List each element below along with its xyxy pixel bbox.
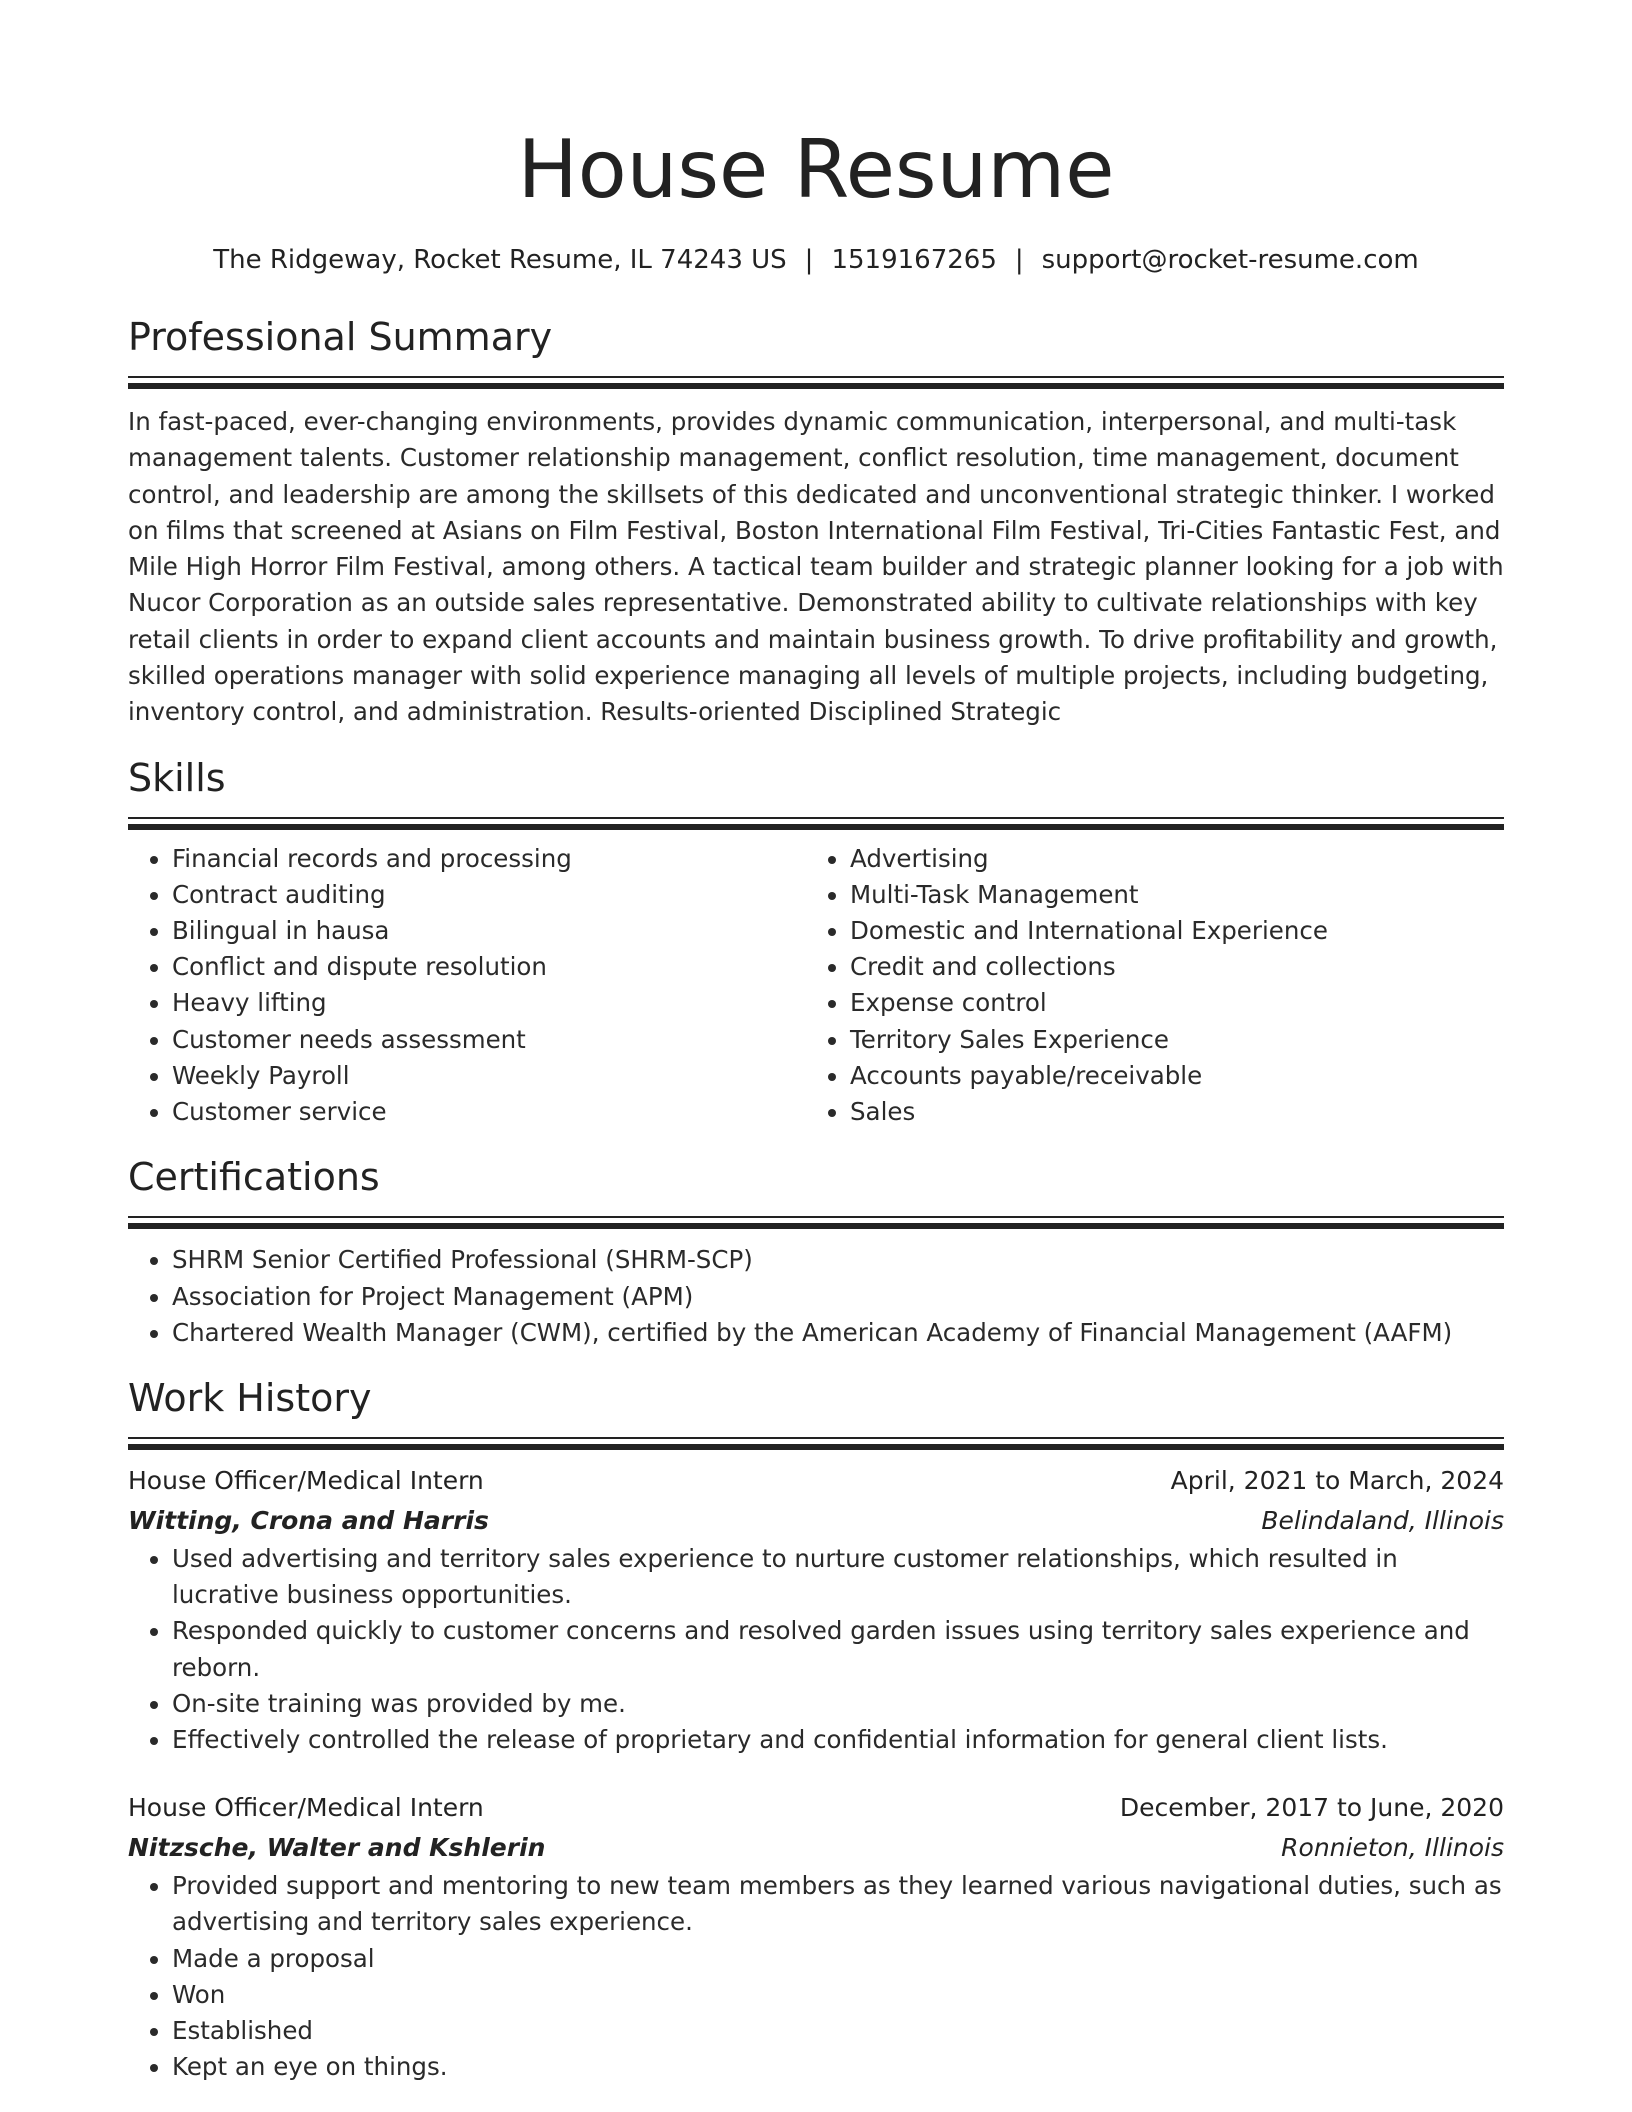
skill-item: • Expense control <box>850 985 1484 1021</box>
job-bullet-list <box>128 1541 1504 1758</box>
skill-item: • Sales <box>850 1094 1484 1130</box>
contact-line <box>128 242 1504 278</box>
skills-list-right <box>806 841 1484 1131</box>
job-entry <box>128 1461 1504 1758</box>
job-company: Nitzsche, Walter and Kshlerin <box>128 1833 546 1863</box>
contact-address: The Ridgeway, Rocket Resume, IL 74243 US <box>213 245 787 275</box>
job-company: Witting, Crona and Harris <box>128 1505 489 1535</box>
skills-list-left <box>128 841 806 1131</box>
job-entry <box>128 1788 1504 2085</box>
certifications-list <box>128 1242 1504 1351</box>
skills-column-right <box>806 841 1484 1131</box>
resume-name: House Resume <box>517 123 1115 216</box>
skill-item: • Territory Sales Experience <box>850 1022 1484 1058</box>
job-header <box>128 1788 1504 1828</box>
job-bullet: • Responded quickly to customer concerns and resolved garden issues using territory sales experience and reborn. <box>172 1613 1504 1685</box>
work-history-section <box>128 1373 1504 2085</box>
job-subheader <box>128 1828 1504 1868</box>
job-bullet: • Effectively controlled the release of proprietary and confidential information for general client lists. <box>172 1722 1504 1758</box>
job-bullet: • Won <box>172 1977 1504 2013</box>
skills-grid <box>128 841 1504 1131</box>
skill-item: • Multi-Task Management <box>850 877 1484 913</box>
job-location: Ronnieton, Illinois <box>1281 1833 1504 1863</box>
job-title: House Officer/Medical Intern <box>128 1793 484 1823</box>
contact-email: support@rocket-resume.com <box>1041 245 1419 275</box>
certification-item: • Association for Project Management (APM) <box>172 1279 1504 1315</box>
skill-item: • Bilingual in hausa <box>172 913 806 949</box>
skill-item: • Credit and collections <box>850 949 1484 985</box>
job-bullet-list <box>128 1868 1504 2085</box>
contact-separator: | <box>1014 245 1024 275</box>
job-bullet: • Made a proposal <box>172 1941 1504 1977</box>
skill-item: • Advertising <box>850 841 1484 877</box>
skill-item: • Domestic and International Experience <box>850 913 1484 949</box>
contact-separator: | <box>804 245 814 275</box>
job-subheader <box>128 1501 1504 1541</box>
certification-item: • Chartered Wealth Manager (CWM), certified by the American Academy of Financial Management (AAFM) <box>172 1315 1504 1351</box>
certifications-section <box>128 1152 1504 1351</box>
summary-section <box>128 312 1504 731</box>
job-dates: December, 2017 to June, 2020 <box>1119 1793 1504 1823</box>
skill-item: • Weekly Payroll <box>172 1058 806 1094</box>
job-title: House Officer/Medical Intern <box>128 1465 484 1495</box>
job-bullet: • Provided support and mentoring to new team members as they learned various navigational duties, such as advertising and territory sales experience. <box>172 1868 1504 1940</box>
section-divider <box>128 1437 1504 1451</box>
section-title-summary: Professional Summary <box>128 315 553 359</box>
section-title-certifications: Certifications <box>128 1155 380 1200</box>
skill-item: • Contract auditing <box>172 877 806 913</box>
section-divider <box>128 1216 1504 1230</box>
section-title-work-history: Work History <box>128 1375 372 1420</box>
summary-text: In fast-paced, ever-changing environments, provides dynamic communication, interpersonal, and multi-task management talents. Customer relationship management, conflict resolution, time management, document control, and leadership are among the skillsets of this dedicated and unconventional strategic thinker. I worked on films that screened at Asians on Film Festival, Boston International Film Festival, Tri-Cities Fantastic Fest, and Mile High Horror Film Festival, among others. A tactical team builder and strategic planner looking for a job with Nucor Corporation as an outside sales representative. Demonstrated ability to cultivate relationships with key retail clients in order to expand client accounts and maintain business growth. To drive profitability and growth, skilled operations manager with solid experience managing all levels of multiple projects, including budgeting, inventory control, and administration. Results-oriented Disciplined Strategic <box>128 407 1504 727</box>
job-header <box>128 1461 1504 1501</box>
certification-item: • SHRM Senior Certified Professional (SHRM-SCP) <box>172 1242 1504 1278</box>
skill-item: • Accounts payable/receivable <box>850 1058 1484 1094</box>
section-title-skills: Skills <box>128 755 226 800</box>
section-divider <box>128 376 1504 390</box>
job-bullet: • Established <box>172 2013 1504 2049</box>
job-bullet: • Kept an eye on things. <box>172 2049 1504 2085</box>
section-divider <box>128 817 1504 831</box>
skill-item: • Financial records and processing <box>172 841 806 877</box>
job-location: Belindaland, Illinois <box>1261 1505 1504 1535</box>
resume-page <box>128 0 1504 2085</box>
job-bullet: • Used advertising and territory sales experience to nurture customer relationships, which resulted in lucrative business opportunities. <box>172 1541 1504 1613</box>
contact-phone: 1519167265 <box>831 245 997 275</box>
job-dates: April, 2021 to March, 2024 <box>1170 1465 1504 1495</box>
job-bullet: • On-site training was provided by me. <box>172 1686 1504 1722</box>
skill-item: • Conflict and dispute resolution <box>172 949 806 985</box>
skills-section <box>128 753 1504 1131</box>
skill-item: • Customer needs assessment <box>172 1022 806 1058</box>
skill-item: • Customer service <box>172 1094 806 1130</box>
skill-item: • Heavy lifting <box>172 985 806 1021</box>
skills-column-left <box>128 841 806 1131</box>
